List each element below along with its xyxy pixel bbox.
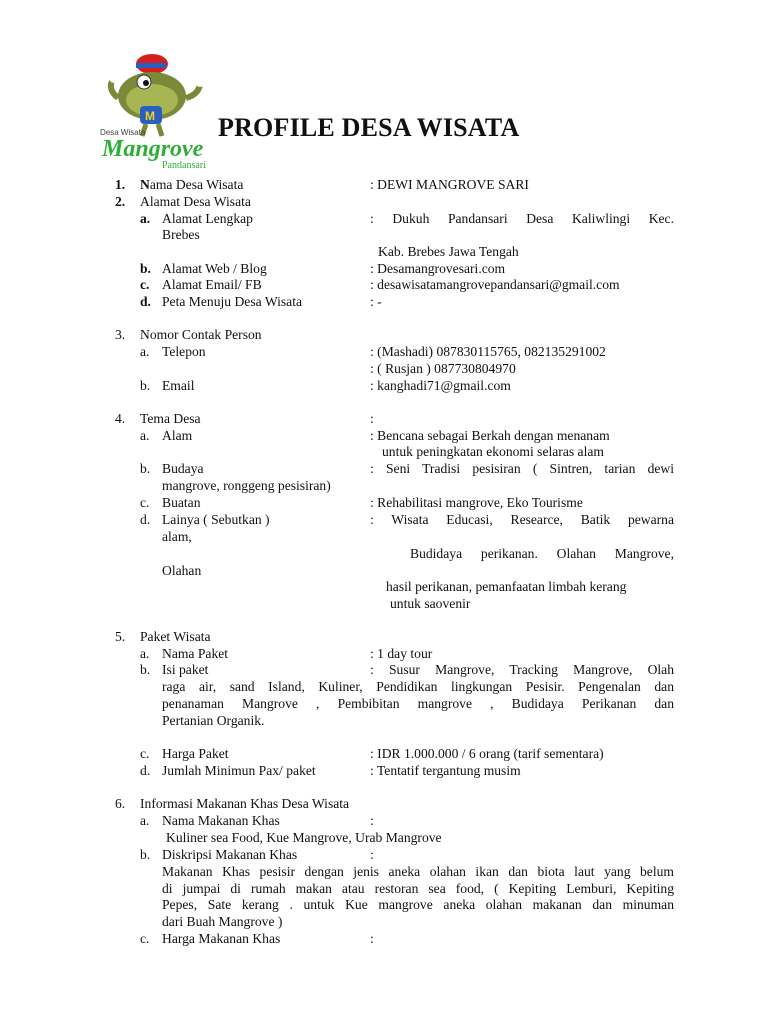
nama-makanan-mark: a. bbox=[140, 813, 150, 828]
email-label: Email bbox=[162, 378, 195, 393]
jumlah-pax-value: : Tentatif tergantung musim bbox=[370, 763, 521, 778]
tema-desa-colon: : bbox=[370, 411, 374, 426]
logo-top-text: Desa Wisata bbox=[100, 128, 146, 137]
peta-label: Peta Menuju Desa Wisata bbox=[162, 294, 303, 309]
budaya-wrap: mangrove, ronggeng pesisiran) bbox=[162, 478, 331, 493]
nama-desa-label: Nama Desa Wisata bbox=[140, 177, 244, 192]
harga-makanan-label: Harga Makanan Khas bbox=[162, 931, 281, 946]
section-1-number: 1. bbox=[115, 177, 126, 192]
nama-makanan-value: Kuliner sea Food, Kue Mangrove, Urab Mangrove bbox=[166, 830, 442, 845]
section-5-number: 5. bbox=[115, 629, 126, 644]
logo-brand-text: Mangrove bbox=[102, 136, 204, 162]
alamat-lengkap-mark: a. bbox=[140, 211, 151, 226]
lainya-value-4: untuk saovenir bbox=[390, 596, 471, 611]
lainya-value-2: Budidaya perikanan. Olahan Mangrove, bbox=[410, 546, 674, 561]
budaya-mark: b. bbox=[140, 461, 151, 476]
alamat-desa-label: Alamat Desa Wisata bbox=[140, 194, 251, 209]
diskripsi-line-2: di jumpai di rumah makan atau restoran sea food, ( Kepiting Lemburi, Kepiting bbox=[162, 881, 674, 896]
harga-makanan-mark: c. bbox=[140, 931, 150, 946]
lainya-wrap-1: alam, bbox=[162, 529, 192, 544]
isi-paket-line-2: raga air, sand Island, Kuliner, Pendidikan lingkungan Pesisir. Pengenalan dan bbox=[162, 679, 674, 694]
peta-mark: d. bbox=[140, 294, 151, 309]
isi-paket-label: Isi paket bbox=[162, 662, 209, 677]
lainya-label: Lainya ( Sebutkan ) bbox=[162, 512, 270, 527]
diskripsi-makanan-label: Diskripsi Makanan Khas bbox=[162, 847, 298, 862]
alamat-web-label: Alamat Web / Blog bbox=[162, 261, 267, 276]
nama-makanan-label: Nama Makanan Khas bbox=[162, 813, 280, 828]
makanan-khas-label: Informasi Makanan Khas Desa Wisata bbox=[140, 796, 350, 811]
svg-text:M: M bbox=[145, 109, 155, 123]
isi-paket-line-4: Pertanian Organik. bbox=[162, 713, 265, 728]
harga-paket-label: Harga Paket bbox=[162, 746, 229, 761]
telepon-label: Telepon bbox=[162, 344, 206, 359]
alamat-email-mark: c. bbox=[140, 277, 150, 292]
harga-paket-value: : IDR 1.000.000 / 6 orang (tarif sementara) bbox=[370, 746, 604, 761]
isi-paket-line-3: penanaman Mangrove , Pembibitan mangrove , Budidaya Perikanan dan bbox=[162, 696, 674, 711]
peta-value: : - bbox=[370, 294, 382, 309]
alamat-lengkap-label: Alamat Lengkap bbox=[162, 211, 253, 226]
page-title: PROFILE DESA WISATA bbox=[218, 113, 520, 142]
alamat-web-value: : Desamangrovesari.com bbox=[370, 261, 506, 276]
nama-paket-mark: a. bbox=[140, 646, 150, 661]
alamat-lengkap-value: : Dukuh Pandansari Desa Kaliwlingi Kec. bbox=[370, 211, 674, 226]
section-4-number: 4. bbox=[115, 411, 126, 426]
section-3-number: 3. bbox=[115, 327, 126, 342]
diskripsi-line-1: Makanan Khas pesisir dengan jenis aneka olahan ikan dan biota laut yang belum bbox=[162, 864, 674, 879]
alam-label: Alam bbox=[162, 428, 193, 443]
email-value: : kanghadi71@gmail.com bbox=[370, 378, 511, 393]
section-6-number: 6. bbox=[115, 796, 126, 811]
diskripsi-line-3: Pepes, Sate kerang . untuk Kue mangrove aneka olahan makanan dan minuman bbox=[162, 897, 674, 912]
diskripsi-line-4: dari Buah Mangrove ) bbox=[162, 914, 283, 929]
lainya-wrap-2: Olahan bbox=[162, 563, 202, 578]
alam-mark: a. bbox=[140, 428, 150, 443]
lainya-value-3: hasil perikanan, pemanfaatan limbah kerang bbox=[386, 579, 627, 594]
logo-sub-text: Pandansari bbox=[162, 160, 206, 171]
isi-paket-mark: b. bbox=[140, 662, 151, 677]
alamat-lengkap-wrap: Brebes bbox=[162, 227, 200, 242]
alamat-web-mark: b. bbox=[140, 261, 151, 276]
nama-paket-value: : 1 day tour bbox=[370, 646, 433, 661]
tema-desa-label: Tema Desa bbox=[140, 411, 201, 426]
telepon-value-2: : ( Rusjan ) 087730804970 bbox=[370, 361, 516, 376]
nama-desa-value: : DEWI MANGROVE SARI bbox=[370, 177, 529, 192]
nama-paket-label: Nama Paket bbox=[162, 646, 229, 661]
budaya-value: : Seni Tradisi pesisiran ( Sintren, tarian dewi bbox=[370, 461, 674, 476]
diskripsi-makanan-colon: : bbox=[370, 847, 374, 862]
telepon-mark: a. bbox=[140, 344, 150, 359]
paket-wisata-label: Paket Wisata bbox=[140, 629, 211, 644]
telepon-value-1: : (Mashadi) 087830115765, 082135291002 bbox=[370, 344, 606, 359]
section-2-number: 2. bbox=[115, 194, 126, 209]
nama-makanan-colon: : bbox=[370, 813, 374, 828]
isi-paket-value: : Susur Mangrove, Tracking Mangrove, Olah bbox=[370, 662, 674, 677]
alamat-email-value: : desawisatamangrovepandansari@gmail.com bbox=[370, 277, 620, 292]
diskripsi-makanan-mark: b. bbox=[140, 847, 151, 862]
lainya-mark: d. bbox=[140, 512, 151, 527]
mangrove-logo bbox=[100, 48, 210, 176]
harga-makanan-colon: : bbox=[370, 931, 374, 946]
email-mark: b. bbox=[140, 378, 151, 393]
lainya-value-1: : Wisata Educasi, Researce, Batik pewarna bbox=[370, 512, 674, 527]
alamat-email-label: Alamat Email/ FB bbox=[162, 277, 262, 292]
alamat-lengkap-value-2: Kab. Brebes Jawa Tengah bbox=[378, 244, 519, 259]
alam-value-2: untuk peningkatan ekonomi selaras alam bbox=[382, 444, 604, 459]
buatan-value: : Rehabilitasi mangrove, Eko Tourisme bbox=[370, 495, 583, 510]
jumlah-pax-mark: d. bbox=[140, 763, 151, 778]
buatan-mark: c. bbox=[140, 495, 150, 510]
budaya-label: Budaya bbox=[162, 461, 204, 476]
jumlah-pax-label: Jumlah Minimun Pax/ paket bbox=[162, 763, 316, 778]
contak-person-label: Nomor Contak Person bbox=[140, 327, 262, 342]
alam-value-1: : Bencana sebagai Berkah dengan menanam bbox=[370, 428, 610, 443]
harga-paket-mark: c. bbox=[140, 746, 150, 761]
buatan-label: Buatan bbox=[162, 495, 201, 510]
